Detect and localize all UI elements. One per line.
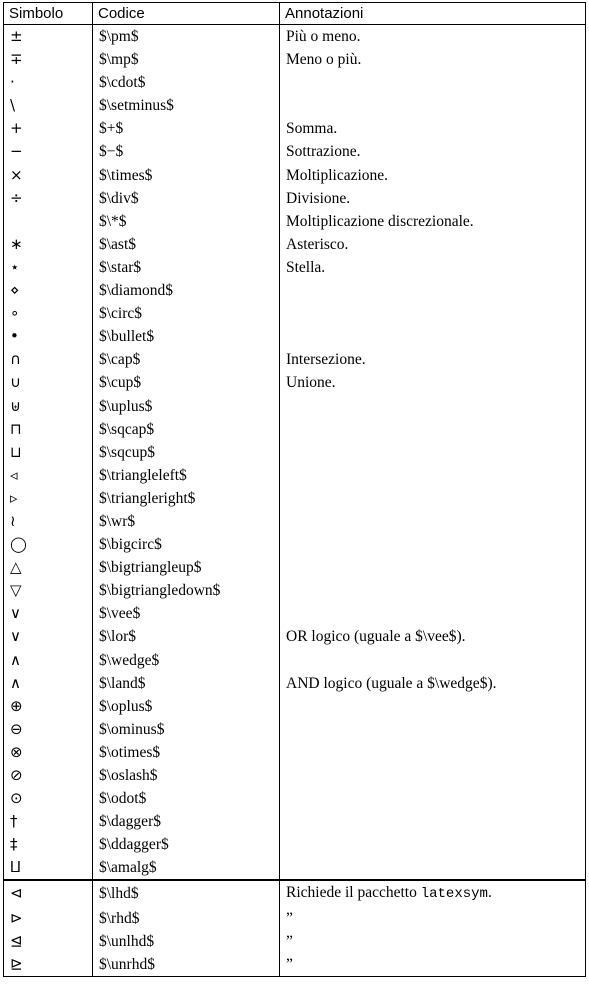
code-cell: $\ominus$ (93, 718, 280, 741)
note-cell: Somma. (280, 117, 586, 140)
code-cell: $\odot$ (93, 787, 280, 810)
code-cell: $\setminus$ (93, 94, 280, 117)
code-cell: $\div$ (93, 187, 280, 210)
ditto-cell: ” (280, 907, 586, 930)
table-row (4, 602, 586, 625)
symbol-cell: ∓ (4, 48, 93, 71)
note-cell (280, 556, 586, 579)
code-cell: $\otimes$ (93, 741, 280, 764)
code-cell: $\unrhd$ (93, 953, 280, 977)
code-cell: $\cap$ (93, 348, 280, 371)
header-notes: Annotazioni (280, 3, 586, 25)
table-row (4, 256, 586, 279)
table-row (4, 441, 586, 464)
symbol-cell: ⊕ (4, 695, 93, 718)
table-row (4, 25, 586, 49)
package-name: latexsym (420, 886, 488, 903)
note-cell (280, 880, 586, 906)
table-row (4, 907, 586, 930)
table-row (4, 880, 586, 906)
symbol-cell: ◃ (4, 464, 93, 487)
table-row (4, 233, 586, 256)
symbol-cell: ∨ (4, 602, 93, 625)
note-cell (280, 649, 586, 672)
symbol-cell: † (4, 810, 93, 833)
note-cell (280, 602, 586, 625)
note-cell: OR logico (uguale a $\vee$). (280, 625, 586, 648)
code-cell: $\circ$ (93, 302, 280, 325)
table-row (4, 533, 586, 556)
code-cell: $−$ (93, 140, 280, 163)
note-cell (280, 464, 586, 487)
table-row (4, 140, 586, 163)
code-cell: $\wr$ (93, 510, 280, 533)
note-cell (280, 487, 586, 510)
table-row (4, 348, 586, 371)
code-cell: $\ddagger$ (93, 833, 280, 856)
table-row (4, 279, 586, 302)
table-body (4, 25, 586, 977)
symbol-table (3, 2, 586, 977)
note-cell: AND logico (uguale a $\wedge$). (280, 672, 586, 695)
symbol-cell: ∘ (4, 302, 93, 325)
table-row (4, 117, 586, 140)
table-row (4, 579, 586, 602)
ditto-cell: ” (280, 953, 586, 977)
symbol-cell: ‡ (4, 833, 93, 856)
note-cell: Asterisco. (280, 233, 586, 256)
symbol-cell: ∧ (4, 649, 93, 672)
note-cell (280, 695, 586, 718)
table-header (4, 3, 586, 25)
table-row (4, 741, 586, 764)
symbol-cell: ÷ (4, 187, 93, 210)
header-row (4, 3, 586, 25)
note-cell: Unione. (280, 371, 586, 394)
code-cell: $\cdot$ (93, 71, 280, 94)
note-cell (280, 510, 586, 533)
table-row (4, 953, 586, 977)
note-cell (280, 279, 586, 302)
note-cell: Più o meno. (280, 25, 586, 49)
note-cell (280, 325, 586, 348)
table-row (4, 833, 586, 856)
note-cell (280, 579, 586, 602)
note-cell (280, 741, 586, 764)
table-row (4, 395, 586, 418)
code-cell: $\sqcap$ (93, 418, 280, 441)
note-cell: Intersezione. (280, 348, 586, 371)
note-cell: Divisione. (280, 187, 586, 210)
code-cell: $\mp$ (93, 48, 280, 71)
symbol-cell: · (4, 71, 93, 94)
table-row (4, 625, 586, 648)
table-row (4, 464, 586, 487)
table-row (4, 302, 586, 325)
symbol-cell: • (4, 325, 93, 348)
note-cell (280, 810, 586, 833)
table-row (4, 649, 586, 672)
symbol-cell: ∩ (4, 348, 93, 371)
table-row (4, 672, 586, 695)
note-cell: Sottrazione. (280, 140, 586, 163)
symbol-cell: ∧ (4, 672, 93, 695)
code-cell: $\triangleright$ (93, 487, 280, 510)
table-row (4, 556, 586, 579)
code-cell: $\oslash$ (93, 764, 280, 787)
header-symbol: Simbolo (4, 3, 93, 25)
symbol-cell: ⊳ (4, 907, 93, 930)
table-row (4, 487, 586, 510)
symbol-cell: ± (4, 25, 93, 49)
note-cell (280, 94, 586, 117)
table-row (4, 94, 586, 117)
code-cell: $\amalg$ (93, 856, 280, 880)
symbol-cell: ≀ (4, 510, 93, 533)
table-row (4, 164, 586, 187)
table-row (4, 48, 586, 71)
header-code: Codice (93, 3, 280, 25)
note-cell (280, 395, 586, 418)
table-row (4, 71, 586, 94)
symbol-cell: ▹ (4, 487, 93, 510)
code-cell: $\lhd$ (93, 880, 280, 906)
note-cell (280, 441, 586, 464)
symbol-cell: ⋄ (4, 279, 93, 302)
code-cell: $\bigtriangledown$ (93, 579, 280, 602)
code-cell: $\triangleleft$ (93, 464, 280, 487)
table-row (4, 371, 586, 394)
table-row (4, 718, 586, 741)
note-cell (280, 764, 586, 787)
symbol-cell: ⊲ (4, 880, 93, 906)
table-row (4, 325, 586, 348)
code-cell: $\diamond$ (93, 279, 280, 302)
table-row (4, 187, 586, 210)
symbol-cell: ⊵ (4, 953, 93, 977)
code-cell: $\star$ (93, 256, 280, 279)
note-prefix: Richiede il pacchetto (286, 884, 421, 902)
table-row (4, 787, 586, 810)
note-cell (280, 71, 586, 94)
note-cell (280, 418, 586, 441)
code-cell: $\wedge$ (93, 649, 280, 672)
table-row (4, 695, 586, 718)
symbol-cell: ⋆ (4, 256, 93, 279)
symbol-cell: ⊴ (4, 930, 93, 953)
code-cell: $\land$ (93, 672, 280, 695)
symbol-cell: ⊘ (4, 764, 93, 787)
code-cell: $\times$ (93, 164, 280, 187)
symbol-cell: ∗ (4, 233, 93, 256)
code-cell: $\uplus$ (93, 395, 280, 418)
code-cell: $\bigcirc$ (93, 533, 280, 556)
symbol-cell: ⊔ (4, 441, 93, 464)
symbol-cell: − (4, 140, 93, 163)
note-cell: Moltiplicazione. (280, 164, 586, 187)
symbol-cell: \ (4, 94, 93, 117)
symbol-cell: ⊓ (4, 418, 93, 441)
symbol-cell: ⊙ (4, 787, 93, 810)
note-cell (280, 787, 586, 810)
symbol-cell: × (4, 164, 93, 187)
code-cell: $\vee$ (93, 602, 280, 625)
code-cell: $+$ (93, 117, 280, 140)
note-cell (280, 718, 586, 741)
code-cell: $\*$ (93, 210, 280, 233)
symbol-cell (4, 210, 93, 233)
table-row (4, 856, 586, 880)
symbol-cell: ⊖ (4, 718, 93, 741)
table-row (4, 210, 586, 233)
table-row (4, 930, 586, 953)
symbol-cell: ⨿ (4, 856, 93, 880)
table-row (4, 764, 586, 787)
code-cell: $\sqcup$ (93, 441, 280, 464)
table-row (4, 510, 586, 533)
symbol-cell: ◯ (4, 533, 93, 556)
note-cell (280, 856, 586, 880)
note-cell (280, 533, 586, 556)
note-cell: Moltiplicazione discrezionale. (280, 210, 586, 233)
code-cell: $\rhd$ (93, 907, 280, 930)
symbol-cell: ∪ (4, 371, 93, 394)
table-row (4, 810, 586, 833)
code-cell: $\dagger$ (93, 810, 280, 833)
code-cell: $\lor$ (93, 625, 280, 648)
note-cell (280, 833, 586, 856)
note-cell: Stella. (280, 256, 586, 279)
note-cell: Meno o più. (280, 48, 586, 71)
ditto-cell: ” (280, 930, 586, 953)
note-suffix: . (487, 884, 492, 902)
code-cell: $\pm$ (93, 25, 280, 49)
symbol-cell: ▽ (4, 579, 93, 602)
code-cell: $\bigtriangleup$ (93, 556, 280, 579)
note-cell (280, 302, 586, 325)
symbol-cell: ⊗ (4, 741, 93, 764)
symbol-cell: ⊎ (4, 395, 93, 418)
symbol-cell: △ (4, 556, 93, 579)
table-row (4, 418, 586, 441)
code-cell: $\bullet$ (93, 325, 280, 348)
code-cell: $\unlhd$ (93, 930, 280, 953)
code-cell: $\ast$ (93, 233, 280, 256)
code-cell: $\cup$ (93, 371, 280, 394)
symbol-cell: + (4, 117, 93, 140)
symbol-cell: ∨ (4, 625, 93, 648)
code-cell: $\oplus$ (93, 695, 280, 718)
